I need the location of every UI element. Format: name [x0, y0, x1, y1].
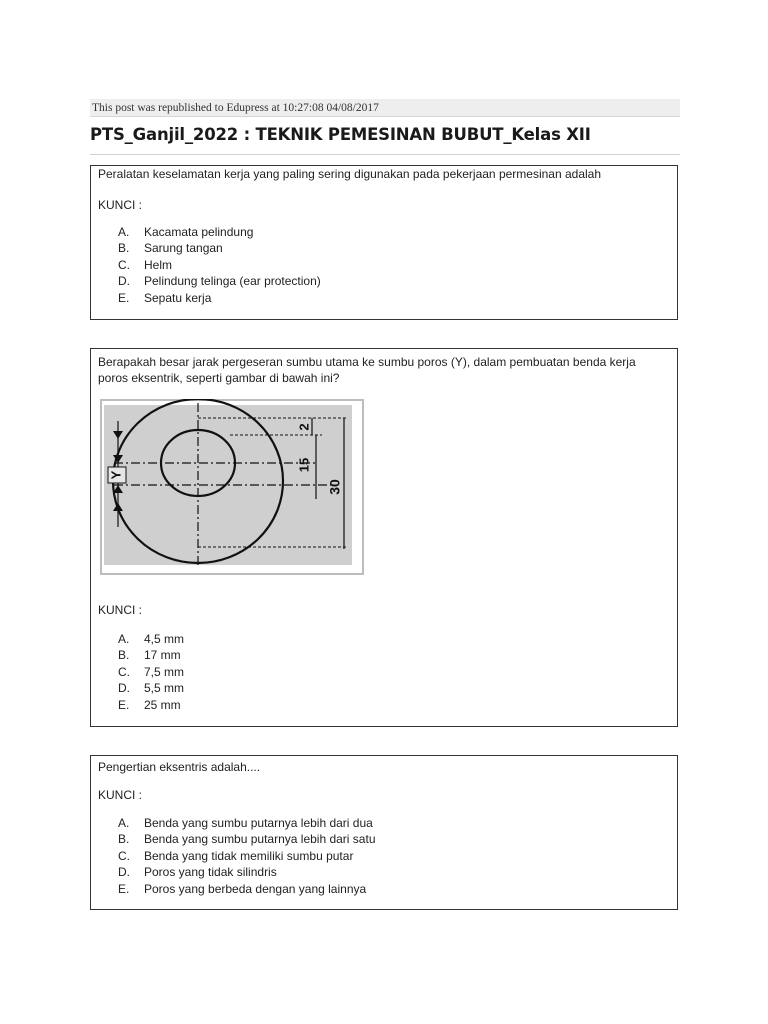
option-list: [118, 224, 321, 306]
option-c: C. Benda yang tidak memiliki sumbu putar: [118, 848, 354, 863]
option-e: E. Sepatu kerja: [118, 290, 212, 305]
question-box-2: [90, 348, 678, 727]
option-e: E. Poros yang berbeda dengan yang lainnya: [118, 881, 367, 896]
page-title: PTS_Ganjil_2022 : TEKNIK PEMESINAN BUBUT_Kelas XII: [90, 125, 591, 144]
option-list: [118, 815, 376, 897]
question-text: Pengertian eksentris adalah....: [98, 760, 261, 774]
option-a: A. Benda yang sumbu putarnya lebih dari dua: [118, 816, 373, 830]
eccentric-shaft-figure: [100, 399, 364, 575]
republished-notice: This post was republished to Edupress at 10:27:08 04/08/2017: [90, 99, 680, 117]
question-box-3: [90, 755, 678, 910]
question-text-line-2: poros eksentrik, seperti gambar di bawah ini?: [98, 371, 340, 385]
option-d: D. 5,5 mm: [118, 681, 185, 696]
option-c: C. 7,5 mm: [118, 664, 185, 679]
option-e: E. 25 mm: [118, 697, 181, 712]
answer-key-label: KUNCI :: [98, 198, 143, 212]
answer-key-label: KUNCI :: [98, 603, 143, 617]
figure-label-y: Y: [108, 470, 124, 480]
option-c: C. Helm: [118, 257, 173, 272]
option-b: B. 17 mm: [118, 648, 181, 663]
option-b: B. Benda yang sumbu putarnya lebih dari satu: [118, 832, 376, 847]
option-list: [118, 631, 184, 713]
answer-key-label: KUNCI :: [98, 788, 143, 802]
option-b: B. Sarung tangan: [118, 241, 223, 256]
figure-dim-top: 2: [296, 423, 312, 431]
figure-dim-mid: 15: [296, 457, 312, 473]
option-d: D. Pelindung telinga (ear protection): [118, 274, 321, 289]
option-a: A. 4,5 mm: [118, 632, 185, 646]
figure-dim-total: 30: [326, 479, 343, 495]
question-box-1: [90, 165, 678, 320]
question-text: Peralatan keselamatan kerja yang paling sering digunakan pada pekerjaan permesinan adalah: [98, 167, 602, 181]
title-divider: [90, 154, 680, 155]
option-a: A. Kacamata pelindung: [118, 225, 254, 239]
option-d: D. Poros yang tidak silindris: [118, 865, 277, 880]
question-text-line-1: Berapakah besar jarak pergeseran sumbu utama ke sumbu poros (Y), dalam pembuatan benda kerja: [98, 355, 636, 369]
